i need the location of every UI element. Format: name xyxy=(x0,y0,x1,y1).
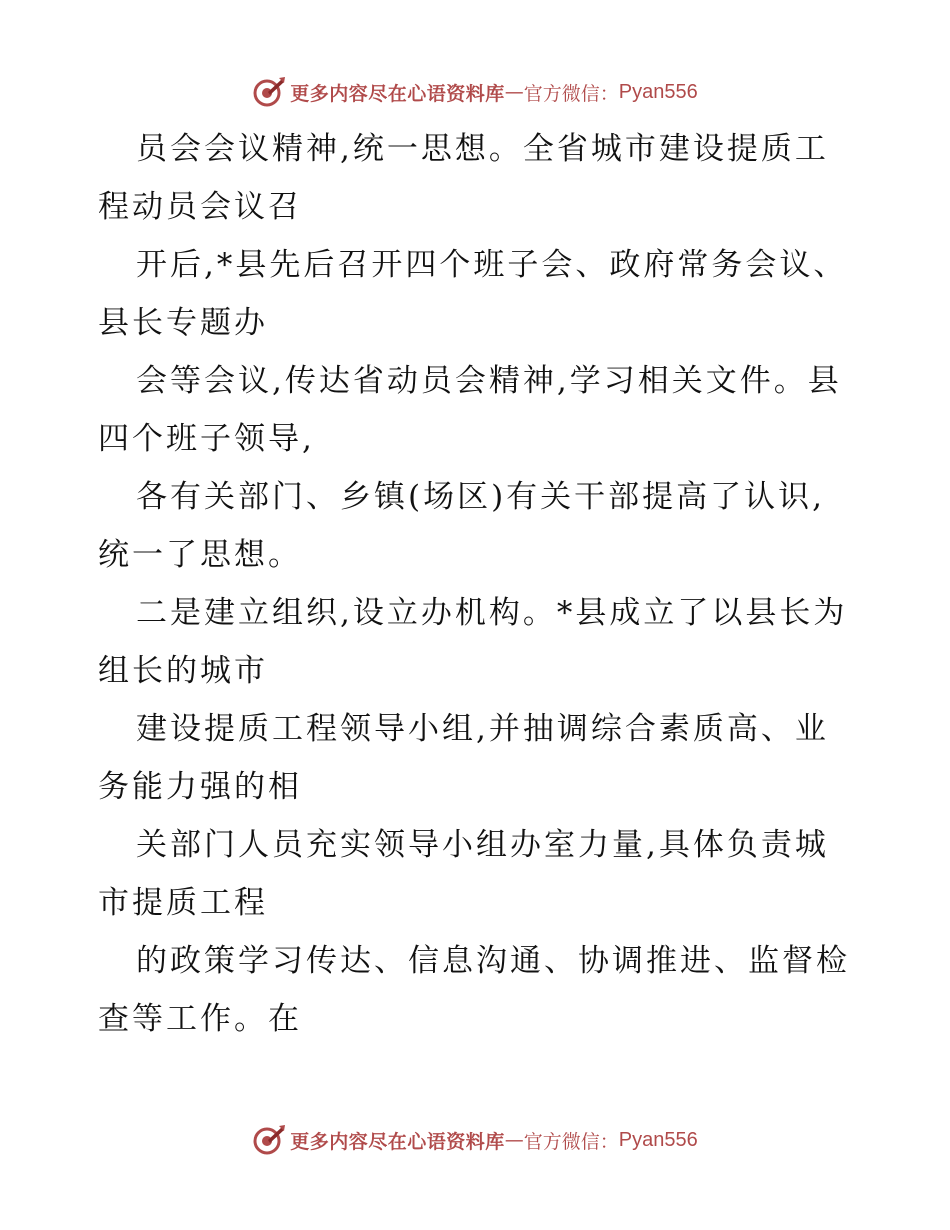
brand-logo-icon xyxy=(252,1123,286,1157)
text-line: 建设提质工程领导小组,并抽调综合素质高、业 xyxy=(136,711,829,747)
text-line: 会等会议,传达省动员会精神,学习相关文件。县 xyxy=(136,363,842,399)
banner-wechat-id: Pyan556 xyxy=(618,1128,698,1151)
text-line: 二是建立组织,设立办机构。*县成立了以县长为 xyxy=(136,595,848,631)
banner-dash: — xyxy=(504,81,524,103)
banner-slogan: 更多内容尽在心语资料库 xyxy=(290,1130,505,1153)
text-line: 查等工作。在 xyxy=(98,1001,302,1037)
text-line: 四个班子领导, xyxy=(98,421,315,457)
text-line: 组长的城市 xyxy=(98,653,268,689)
text-line: 务能力强的相 xyxy=(98,769,302,805)
banner-wechat-label: 官方微信： xyxy=(523,1130,619,1153)
banner-wechat-label: 官方微信： xyxy=(523,82,619,105)
header-banner xyxy=(0,72,950,112)
text-line: 统一了思想。 xyxy=(98,537,302,573)
brand-logo-icon xyxy=(252,75,286,109)
banner-wechat-id: Pyan556 xyxy=(618,80,698,103)
document-body xyxy=(98,120,858,1048)
text-line: 市提质工程 xyxy=(98,885,268,921)
banner-slogan: 更多内容尽在心语资料库 xyxy=(290,82,505,105)
text-line: 程动员会议召 xyxy=(98,189,302,225)
footer-banner xyxy=(0,1120,950,1160)
text-line: 各有关部门、乡镇(场区)有关干部提高了认识, xyxy=(136,479,826,515)
text-line: 的政策学习传达、信息沟通、协调推进、监督检 xyxy=(136,943,850,979)
text-line: 员会会议精神,统一思想。全省城市建设提质工 xyxy=(136,131,829,167)
text-line: 县长专题办 xyxy=(98,305,268,341)
text-line: 开后,*县先后召开四个班子会、政府常务会议、 xyxy=(136,247,848,283)
banner-dash: — xyxy=(504,1129,524,1151)
text-line: 关部门人员充实领导小组办室力量,具体负责城 xyxy=(136,827,829,863)
